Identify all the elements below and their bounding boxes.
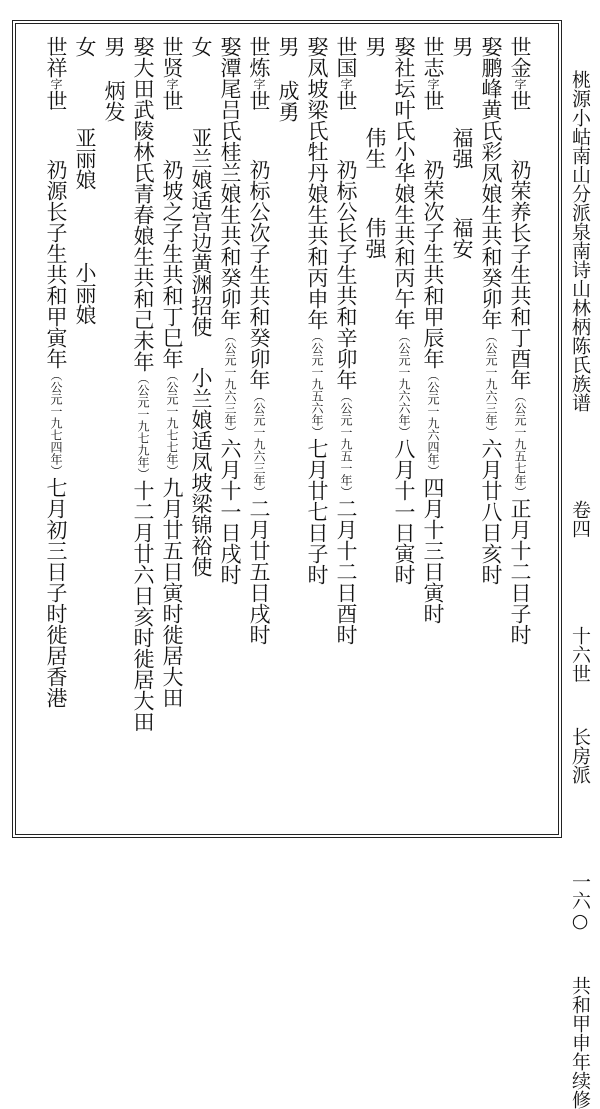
zi-marker: 字 [165, 78, 179, 90]
spouse-time: 十二月廿六日亥时徙居大田 [131, 480, 155, 732]
entry-6-main-column [41, 36, 71, 826]
zi-marker: 字 [252, 78, 266, 90]
page-number: 一六○ [569, 872, 591, 932]
entry-1-son-2: 福安 [450, 217, 474, 259]
spouse-year-note: （公元一九六三年） [223, 330, 237, 438]
birth-time: 二月廿五日戌时 [247, 498, 271, 645]
entry-2-son-1: 伟生 [363, 127, 387, 169]
entry-1-main-column [505, 36, 535, 826]
birth-time: 九月廿五日寅时徙居大田 [160, 477, 184, 708]
entry-2-son-2: 伟强 [363, 217, 387, 259]
birth-time: 七月初三日子时徙居香港 [44, 477, 68, 708]
spouse-year-note: （公元一九六六年） [397, 330, 411, 438]
shi-marker: 世 [44, 90, 68, 111]
entry-2-sons-label: 男 [363, 36, 387, 57]
birth-year-note: （公元一九五一年） [339, 390, 353, 498]
birth-time: 四月十三日寅时 [421, 477, 445, 624]
person-name: 世志 [421, 36, 445, 78]
entry-3-sons-label: 男 [276, 36, 300, 57]
entry-5-daughter-1: 亚丽娘 [73, 127, 97, 190]
birth-text: 礽荣次子生共和甲辰年 [421, 159, 445, 369]
entry-3-son-1: 成勇 [276, 80, 300, 122]
birth-text: 礽坡之子生共和丁巳年 [160, 159, 184, 369]
person-name: 世贤 [160, 36, 184, 78]
generation-label: 十六世 [569, 626, 591, 683]
entry-4-main-column [244, 36, 274, 826]
entry-3-main-column [331, 36, 361, 826]
page-header [565, 70, 595, 1109]
genealogy-title: 桃源小岵南山分派泉南诗山林柄陈氏族谱 [569, 70, 591, 412]
entry-4-daughters-label: 女 [189, 36, 213, 57]
spouse-time: 八月十一日寅时 [392, 438, 416, 585]
person-name: 世国 [334, 36, 358, 78]
spouse-year-note: （公元一九五六年） [310, 330, 324, 438]
branch-label: 长房派 [569, 727, 591, 784]
birth-year-note: （公元一九七七年） [165, 369, 179, 477]
spouse-time: 六月廿八日亥时 [479, 438, 503, 585]
spouse-time: 七月廿七日子时 [305, 438, 329, 585]
shi-marker: 世 [160, 90, 184, 111]
zi-marker: 字 [513, 78, 527, 90]
spouse-text: 娶潭尾吕氏桂兰娘生共和癸卯年 [218, 36, 242, 330]
person-name: 世祥 [44, 36, 68, 78]
birth-text: 礽标公长子生共和辛卯年 [334, 159, 358, 390]
spouse-text: 娶社坛叶氏小华娘生共和丙午年 [392, 36, 416, 330]
entry-2-spouse-column [389, 36, 419, 826]
birth-year-note: （公元一九七四年） [49, 369, 63, 477]
entry-1-spouse-column [476, 36, 506, 826]
spouse-text: 娶凤坡梁氏牡丹娘生共和丙申年 [305, 36, 329, 330]
birth-text: 礽源长子生共和甲寅年 [44, 159, 68, 369]
entry-2-main-column [418, 36, 448, 826]
birth-year-note: （公元一九六三年） [252, 390, 266, 498]
shi-marker: 世 [421, 90, 445, 111]
birth-text: 礽荣养长子生共和丁酉年 [508, 159, 532, 390]
birth-time: 正月十二日子时 [508, 498, 532, 645]
birth-text: 礽标公次子生共和癸卯年 [247, 159, 271, 390]
entry-5-daughter-2: 小丽娘 [73, 262, 97, 325]
birth-year-note: （公元一九六四年） [426, 369, 440, 477]
spouse-time: 六月十一日戌时 [218, 438, 242, 585]
entry-5-son-1: 炳发 [102, 80, 126, 122]
spouse-text: 娶鹏峰黄氏彩凤娘生共和癸卯年 [479, 36, 503, 330]
zi-marker: 字 [339, 78, 353, 90]
entry-5-daughters-label: 女 [73, 36, 97, 57]
birth-year-note: （公元一九五七年） [513, 390, 527, 498]
zi-marker: 字 [49, 78, 63, 90]
entry-1-son-1: 福强 [450, 127, 474, 169]
person-name: 世金 [508, 36, 532, 78]
entry-4-daughter-1: 亚兰娘适宫边黄渊招使 [189, 127, 213, 337]
spouse-year-note: （公元一九七九年） [136, 372, 150, 480]
shi-marker: 世 [247, 90, 271, 111]
spouse-year-note: （公元一九六三年） [484, 330, 498, 438]
entry-4-daughter-2: 小兰娘适凤坡梁锦裕使 [189, 367, 213, 577]
entry-5-main-column [157, 36, 187, 826]
spouse-text: 娶大田武陵林氏青春娘生共和己未年 [131, 36, 155, 372]
entry-4-spouse-column [215, 36, 245, 826]
entry-5-spouse-column [128, 36, 158, 826]
entry-5-sons-label: 男 [102, 36, 126, 57]
shi-marker: 世 [334, 90, 358, 111]
volume-label: 卷四 [569, 500, 591, 538]
person-name: 世炼 [247, 36, 271, 78]
birth-time: 二月十二日酉时 [334, 498, 358, 645]
entry-3-spouse-column [302, 36, 332, 826]
zi-marker: 字 [426, 78, 440, 90]
entry-1-sons-label: 男 [450, 36, 474, 57]
edition-label: 共和甲申年续修 [569, 976, 591, 1109]
shi-marker: 世 [508, 90, 532, 111]
